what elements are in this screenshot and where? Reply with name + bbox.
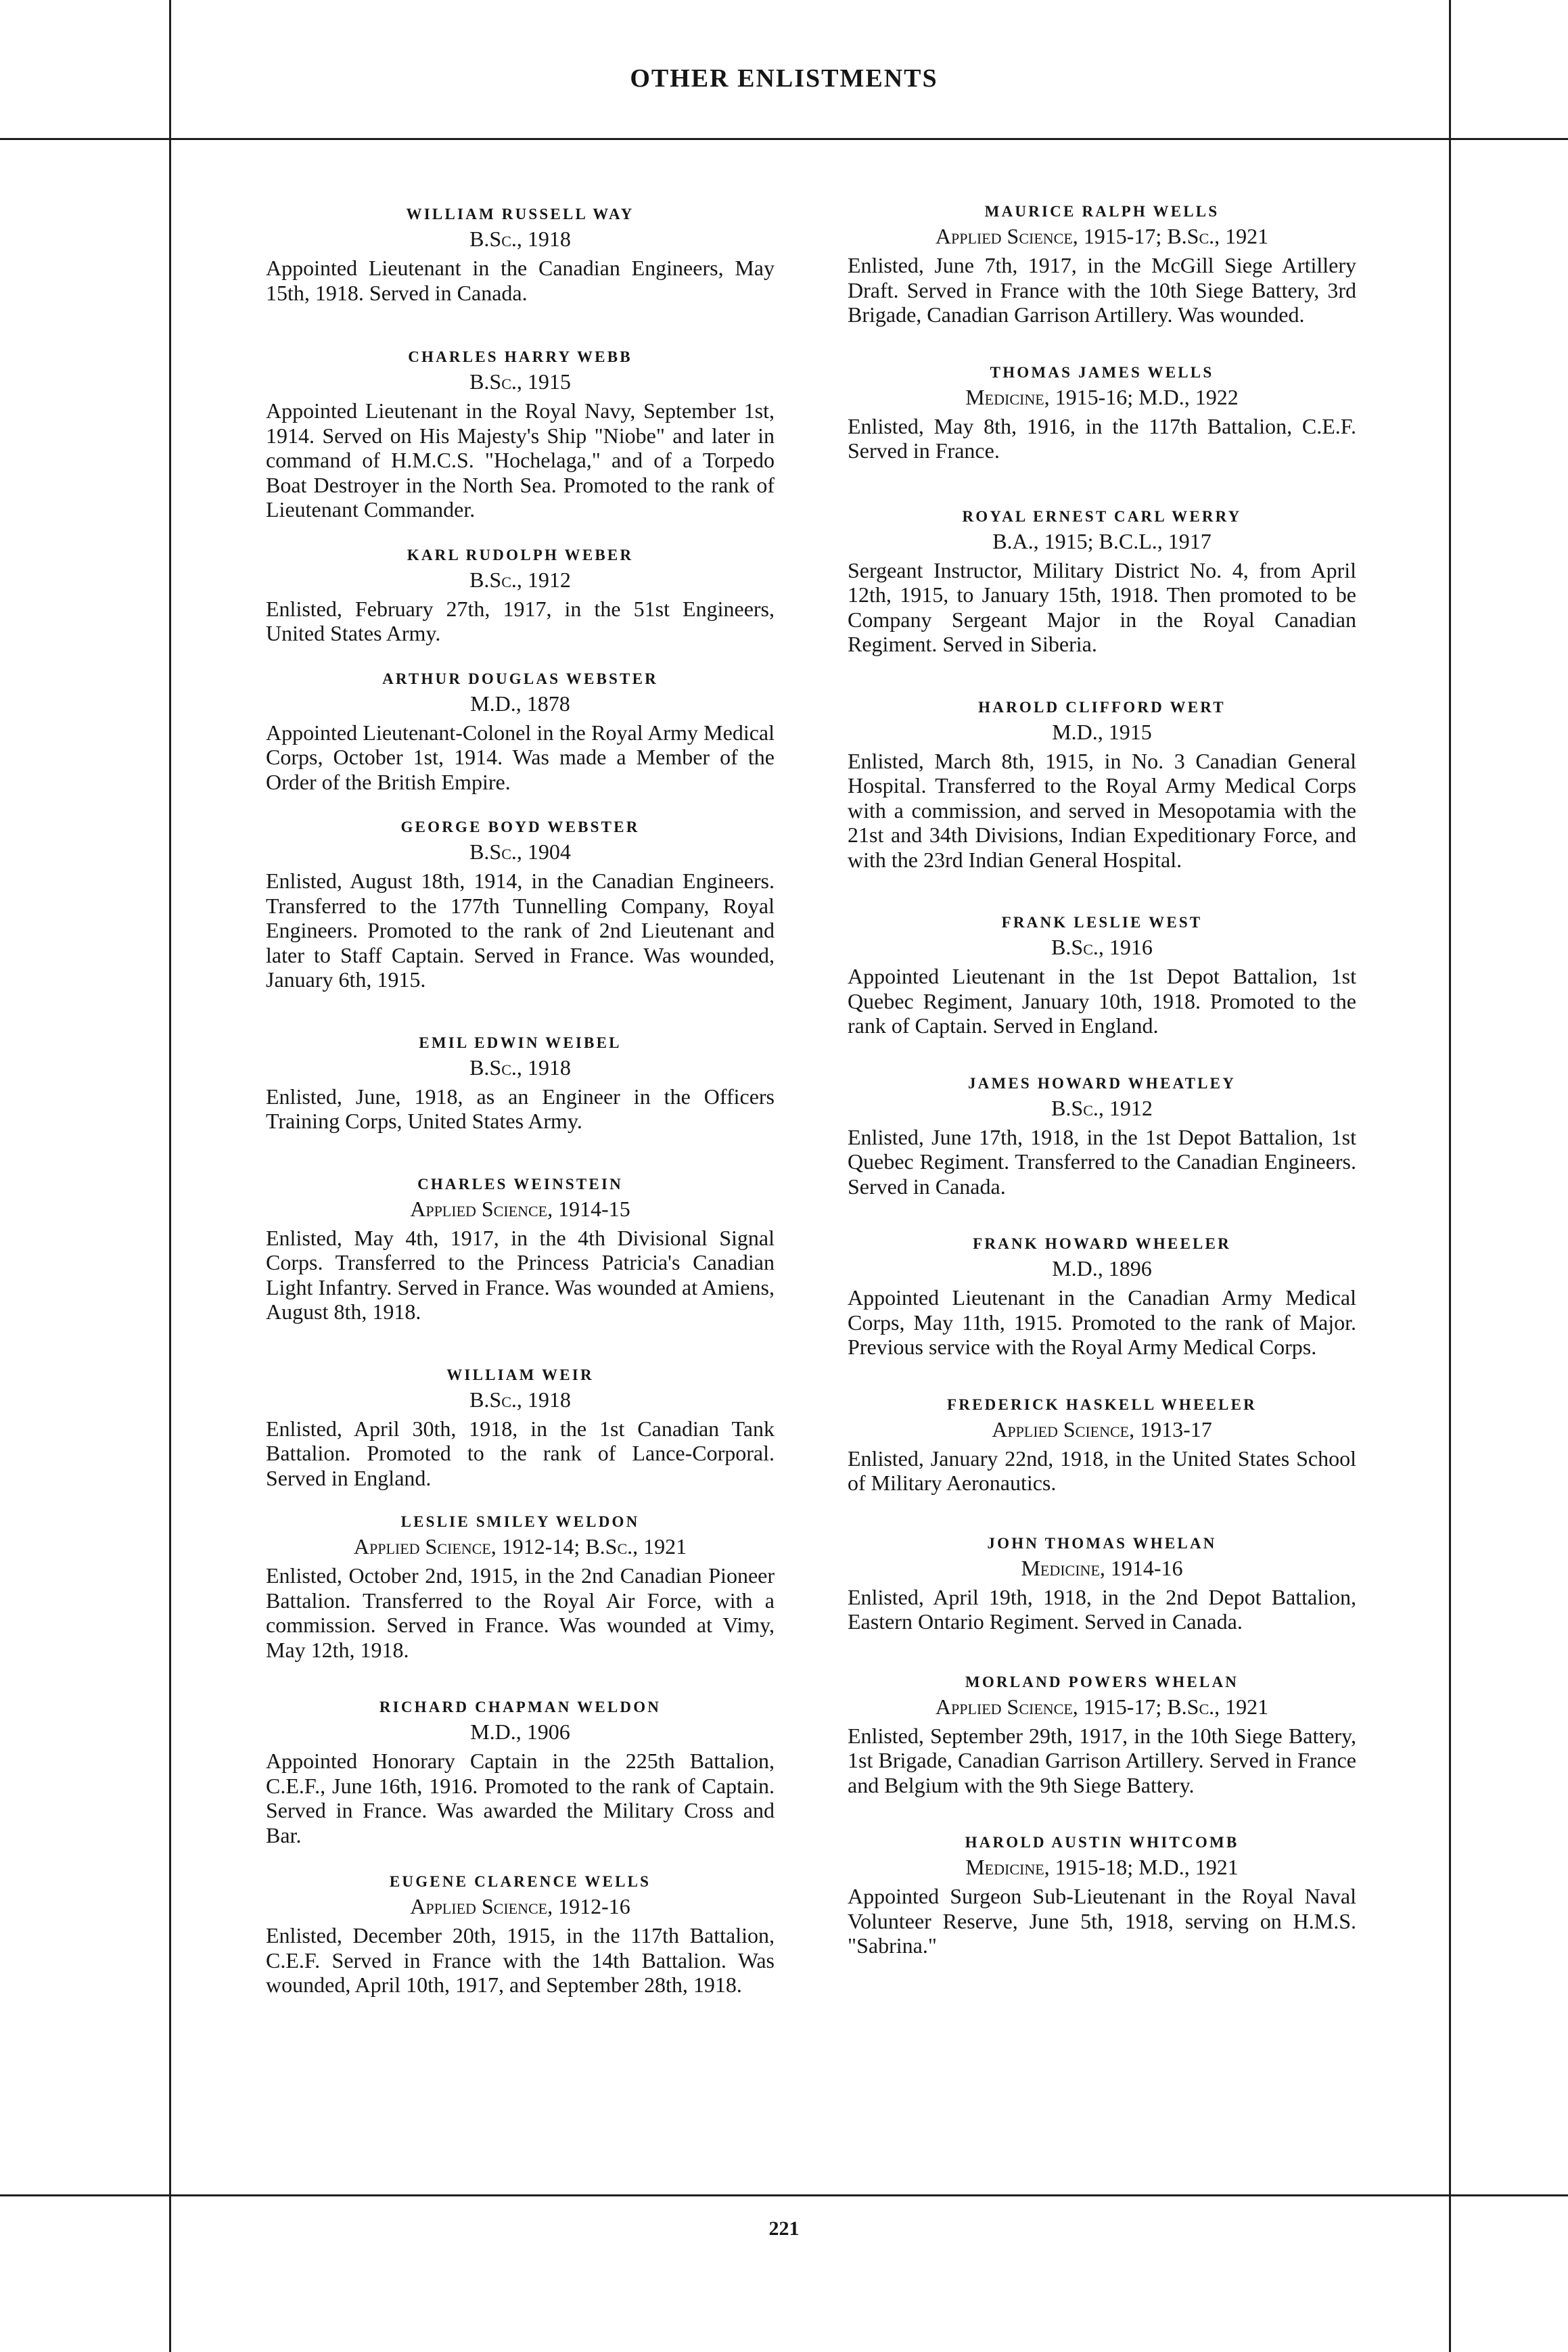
entry-name: KARL RUDOLPH WEBER (407, 546, 634, 563)
entry (848, 361, 1356, 463)
entry-name: THOMAS JAMES WELLS (990, 363, 1214, 381)
entry (848, 1831, 1356, 1958)
entry (266, 1511, 775, 1662)
entry-degree: Applied Science, 1915-17; B.Sc., 1921 (935, 1694, 1269, 1719)
entry-name: ROYAL ERNEST CARL WERRY (962, 507, 1242, 525)
entry-text: Appointed Honorary Captain in the 225th Battalion, C.E.F., June 16th, 1916. Promoted to the rank of Captain. Served in France. Was awarded the Military Cross and Bar. (266, 1749, 775, 1847)
entry-name: WILLIAM RUSSELL WAY (406, 206, 635, 223)
entry-degree: B.Sc., 1912 (1051, 1095, 1153, 1120)
entry (266, 1870, 775, 1998)
top-rule (0, 138, 1568, 140)
entry-text: Enlisted, May 4th, 1917, in the 4th Divisional Signal Corps. Transferred to the Princess Patricia's Canadian Light Infantry. Served in France. Was wounded at Amiens, August 8th, 1918. (266, 1225, 775, 1324)
entry (848, 1393, 1356, 1496)
entry-text: Enlisted, June 7th, 1917, in the McGill Siege Artillery Draft. Served in France with the 10th Siege Battery, 3rd Brigade, Canadian Garrison Artillery. Was wounded. (848, 253, 1356, 327)
entry-degree: Applied Science, 1912-14; B.Sc., 1921 (353, 1534, 687, 1559)
entry-degree: Medicine, 1915-18; M.D., 1921 (965, 1855, 1239, 1879)
entry-text: Enlisted, April 19th, 1918, in the 2nd Depot Battalion, Eastern Ontario Regiment. Served in Canada. (848, 1584, 1356, 1634)
entry-degree: B.A., 1915; B.C.L., 1917 (992, 528, 1212, 553)
entry-text: Enlisted, April 30th, 1918, in the 1st Canadian Tank Battalion. Promoted to the rank of Lance-Corporal. Served in England. (266, 1416, 775, 1490)
entry (266, 1173, 775, 1324)
entry (266, 346, 775, 522)
entry (848, 696, 1356, 873)
entry-degree: B.Sc., 1918 (469, 227, 571, 251)
bottom-rule (0, 2194, 1568, 2196)
entry-name: FRANK LESLIE WEST (1001, 914, 1203, 931)
entry-text: Enlisted, June, 1918, as an Engineer in the Officers Training Corps, United States Army. (266, 1084, 775, 1133)
entry (848, 1671, 1356, 1798)
entry (266, 203, 775, 305)
page-number: 221 (768, 2217, 800, 2240)
entry-text: Enlisted, January 22nd, 1918, in the United States School of Military Aeronautics. (848, 1446, 1356, 1495)
entry-degree: Applied Science, 1915-17; B.Sc., 1921 (935, 224, 1269, 248)
entry-text: Sergeant Instructor, Military District No. 4, from April 12th, 1915, to January 15th, 1918. Then promoted to be Company Sergeant Major in the Royal Canadian Regiment. Served in Siberia. (848, 557, 1356, 656)
left-column (266, 203, 775, 1998)
entry-text: Enlisted, December 20th, 1915, in the 117th Battalion, C.E.F. Served in France with the 14th Battalion. Was wounded, April 10th, 1917, and September 28th, 1918. (266, 1923, 775, 1997)
entry-name: HAROLD CLIFFORD WERT (978, 698, 1226, 716)
entry (266, 1696, 775, 1847)
entry-degree: B.Sc., 1912 (469, 567, 571, 592)
right-margin-rule (1449, 0, 1451, 2352)
entry-degree: B.Sc., 1916 (1051, 935, 1153, 959)
entry-name: CHARLES HARRY WEBB (408, 348, 632, 365)
entry-text: Appointed Lieutenant in the 1st Depot Battalion, 1st Quebec Regiment, January 10th, 1918. Promoted to the rank of Captain. Served in England. (848, 964, 1356, 1038)
entry-name: FREDERICK HASKELL WHEELER (947, 1396, 1257, 1413)
entry-text: Appointed Lieutenant in the Canadian Army Medical Corps, May 11th, 1915. Promoted to the rank of Major. Previous service with the Royal Army Medical Corps. (848, 1285, 1356, 1359)
entry-text: Enlisted, March 8th, 1915, in No. 3 Canadian General Hospital. Transferred to the Royal Army Medical Corps with a commission, and served in Mesopotamia with the 21st and 34th Divisions, Indian Expeditionary Force, and with the 23rd Indian General Hospital. (848, 748, 1356, 872)
entry-name: MORLAND POWERS WHELAN (965, 1673, 1239, 1690)
entry-name: JAMES HOWARD WHEATLEY (967, 1074, 1237, 1092)
entry-text: Enlisted, October 2nd, 1915, in the 2nd Canadian Pioneer Battalion. Transferred to the Royal Air Force, with a commission. Served in France. Was wounded at Vimy, May 12th, 1918. (266, 1563, 775, 1662)
entry-degree: Medicine, 1914-16 (1021, 1555, 1183, 1580)
entry-name: CHARLES WEINSTEIN (417, 1175, 623, 1193)
entry-degree: M.D., 1915 (1052, 719, 1152, 744)
entry (848, 1532, 1356, 1634)
entry-name: EMIL EDWIN WEIBEL (419, 1034, 622, 1051)
entry-degree: B.Sc., 1918 (469, 1387, 571, 1412)
entry (848, 505, 1356, 657)
entry-degree: B.Sc., 1915 (469, 369, 571, 394)
entry (266, 544, 775, 646)
entry-name: GEORGE BOYD WEBSTER (400, 818, 640, 835)
entry-text: Appointed Lieutenant in the Canadian Engineers, May 15th, 1918. Served in Canada. (266, 256, 775, 305)
entry-name: LESLIE SMILEY WELDON (400, 1513, 640, 1530)
entry-text: Appointed Lieutenant in the Royal Navy, September 1st, 1914. Served on His Majesty's Ship "Niobe" and later in command of H.M.C.S. "Hochelaga," and of a Torpedo Boat Destroyer in the North Sea. Promoted to the rank of Lieutenant Commander. (266, 398, 775, 522)
page-title: OTHER ENLISTMENTS (630, 64, 938, 93)
entry-degree: Applied Science, 1913-17 (992, 1416, 1212, 1442)
entry-text: Enlisted, February 27th, 1917, in the 51st Engineers, United States Army. (266, 596, 775, 645)
entry-degree: M.D., 1878 (470, 691, 570, 716)
entry-name: MAURICE RALPH WELLS (984, 203, 1220, 220)
entry-text: Enlisted, June 17th, 1918, in the 1st Depot Battalion, 1st Quebec Regiment. Transferred to the Canadian Engineers. Served in Canada. (848, 1124, 1356, 1199)
entry-degree: Medicine, 1915-16; M.D., 1922 (965, 384, 1239, 409)
entry-degree: B.Sc., 1904 (469, 839, 571, 864)
entry (266, 816, 775, 992)
entry-degree: M.D., 1896 (1052, 1256, 1152, 1281)
entry-text: Enlisted, September 29th, 1917, in the 10th Siege Battery, 1st Brigade, Canadian Garrison Artillery. Served in France and Belgium with the 9th Siege Battery. (848, 1723, 1356, 1797)
entry-name: HAROLD AUSTIN WHITCOMB (965, 1834, 1239, 1851)
entry (848, 200, 1356, 327)
entry (848, 1232, 1356, 1360)
entry-name: WILLIAM WEIR (446, 1366, 594, 1383)
entry-text: Appointed Lieutenant-Colonel in the Royal Army Medical Corps, October 1st, 1914. Was made a Member of the Order of the British Empire. (266, 720, 775, 794)
entry-text: Appointed Surgeon Sub-Lieutenant in the Royal Naval Volunteer Reserve, June 5th, 1918, serving on H.M.S. "Sabrina." (848, 1884, 1356, 1958)
entry (266, 1032, 775, 1134)
entry-degree: Applied Science, 1912-16 (410, 1894, 630, 1918)
entry-name: ARTHUR DOUGLAS WEBSTER (382, 670, 658, 687)
entry (266, 668, 775, 795)
entry-name: EUGENE CLARENCE WELLS (389, 1873, 651, 1890)
entry-degree: M.D., 1906 (470, 1720, 570, 1744)
entry-degree: Applied Science, 1914-15 (410, 1196, 630, 1221)
entry-name: RICHARD CHAPMAN WELDON (379, 1699, 662, 1715)
entry-text: Enlisted, May 8th, 1916, in the 117th Battalion, C.E.F. Served in France. (848, 413, 1356, 463)
entry (848, 911, 1356, 1038)
entry-text: Enlisted, August 18th, 1914, in the Canadian Engineers. Transferred to the 177th Tunnelling Company, Royal Engineers. Promoted to the rank of 2nd Lieutenant and later to Staff Captain. Served in France. Was wounded, January 6th, 1915. (266, 869, 775, 992)
entry (848, 1072, 1356, 1199)
entry (266, 1364, 775, 1491)
left-margin-rule (169, 0, 171, 2352)
entry-name: JOHN THOMAS WHELAN (987, 1534, 1217, 1552)
right-column (848, 200, 1356, 1958)
entry-name: FRANK HOWARD WHEELER (973, 1235, 1231, 1252)
entry-degree: B.Sc., 1918 (469, 1055, 571, 1080)
